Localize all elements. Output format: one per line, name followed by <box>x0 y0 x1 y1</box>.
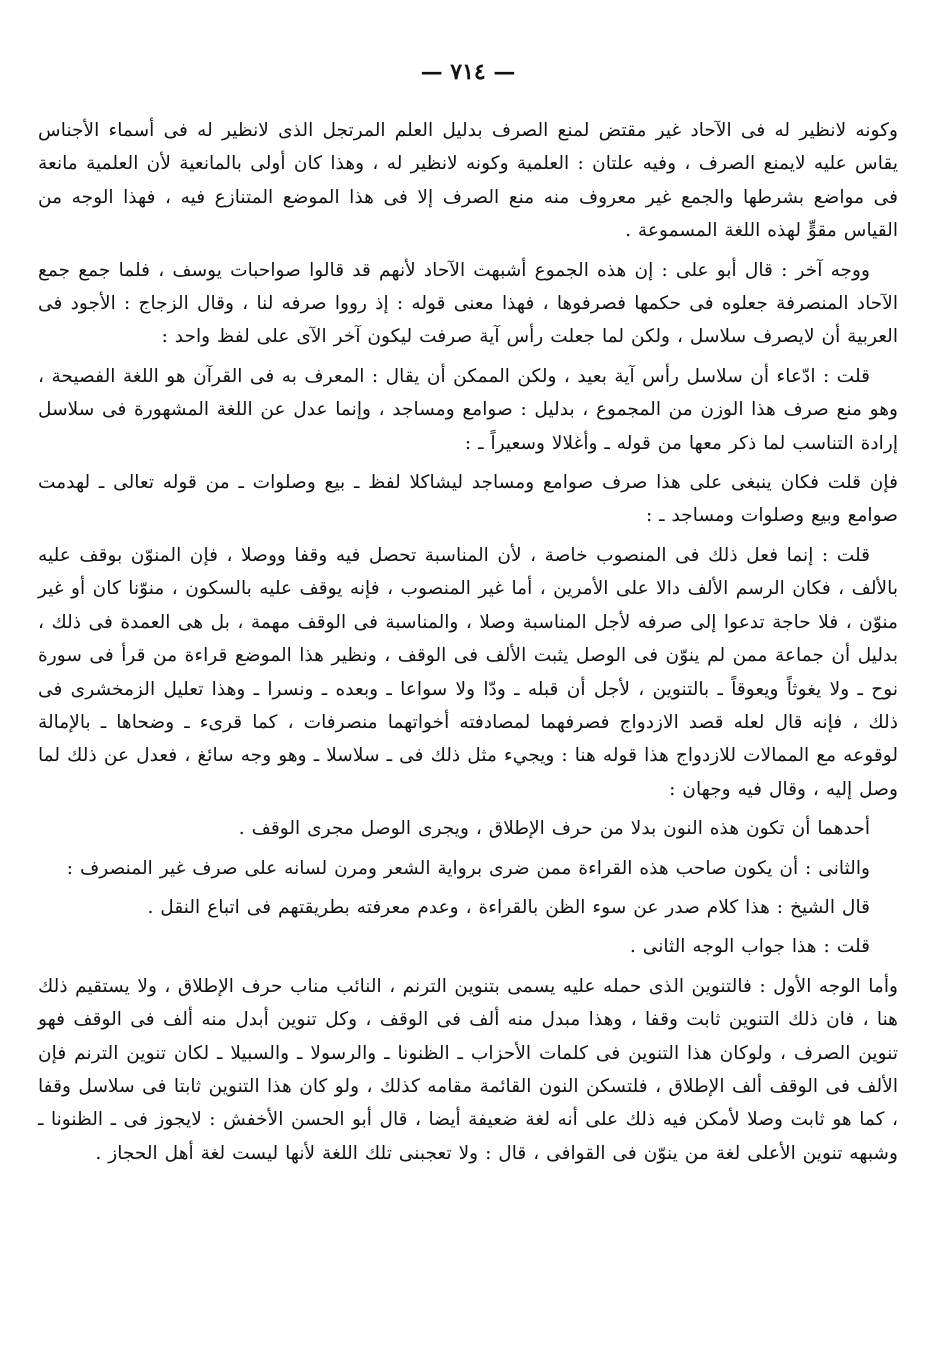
paragraph-3: قلت : ادّعاء أن سلاسل رأس آية بعيد ، ولكن الممكن أن يقال : المعرف به فى القرآن هو اللغة الفصيحة ، وهو منع صرف هذا الوزن من المجموع ، بدليل : صوامع ومساجد ، وإنما عدل عن اللغة المشهورة فى سلاسل إرادة التناسب لما ذكر معها من قوله ـ وأغلالا وسعيراً ـ : <box>38 365 898 454</box>
page-number: — ٧١٤ — <box>420 59 516 85</box>
paragraph-7: والثانى : أن يكون صاحب هذه القراءة ممن ضرى برواية الشعر ومرن لسانه على صرف غير المنصرف : <box>66 857 870 879</box>
paragraph-5: قلت : إنما فعل ذلك فى المنصوب خاصة ، لأن المناسبة تحصل فيه وقفا ووصلا ، فإن المنوّن بوقف عليه بالألف ، فكان الرسم الألف دالا على الأمرين ، أما غير المنصوب ، فإنه يوقف عليه بالسكون ، منوّنا كان أو غير منوّن ، فلا حاجة تدعوا إلى صرفه لأجل المناسبة وصلا ، والمناسبة فى الوقف مهمة ، بل هى العمدة فى ذلك ، بدليل أن جماعة ممن لم ينوّن فى الوصل يثبت الألف فى الوقف ، ونظير هذا الموضع قراءة من قرأ فى سورة نوح ـ ولا يغوثاً ويعوقاً ـ بالتنوين ، لأجل أن قبله ـ ودّا ولا سواعا ـ وبعده ـ ونسرا ـ وهذا تعليل الزمخشرى فى ذلك ، فإنه قال لعله قصد الازدواج فصرفهما لمصادفته أخواتهما منصرفات ، كما قرىء ـ وضحاها ـ بالإمالة لوقوعه مع الممالات للازدواج هذا قوله هنا : ويجيء مثل ذلك فى ـ سلاسلا ـ وهو وجه سائغ ، فعدل عن ذلك لما وصل إليه ، وقال فيه وجهان : <box>38 544 899 800</box>
paragraph-9: قلت : هذا جواب الوجه الثانى . <box>629 936 870 958</box>
paragraph-6: أحدهما أن تكون هذه النون بدلا من حرف الإطلاق ، ويجرى الوصل مجرى الوقف . <box>238 818 870 840</box>
paragraph-2: ووجه آخر : قال أبو على : إن هذه الجموع أشبهت الآحاد لأنهم قد قالوا صواحبات يوسف ، فلما جمع جمع الآحاد المنصرفة جعلوه فى حكمها فصرفوها ، فهذا معنى قوله : إذ رووا صرفه لنا ، وقال الزجاج : الأجود فى العربية أن لايصرف سلاسل ، ولكن لما جعلت رأس آية صرفت ليكون آخر الآى على لفظ واحد : <box>38 259 898 348</box>
book-page <box>38 52 898 1342</box>
paragraph-10: وأما الوجه الأول : فالتنوين الذى حمله عليه يسمى بتنوين الترنم ، النائب مناب حرف الإطلاق ، ولا يستقيم ذلك هنا ، فان ذلك التنوين ثابت وقفا ، وهذا مبدل منه ألف فى الوقف ، وكل تنوين أبدل منه ألف فى الوقف فهو تنوين الصرف ، ولوكان هذا التنوين فى كلمات الأحزاب ـ الظنونا ـ والرسولا ـ والسبيلا ـ لكان تنوين الترنم فإن الألف فى الوقف ألف الإطلاق ، فلتسكن النون القائمة مقامه كذلك ، ولو كان هذا التنوين ثابتا فى سلاسل وقفا ، كما هو ثابت وصلا لأمكن فيه ذلك على أنه لغة ضعيفة أيضا ، قال أبو الحسن الأخفش : لايجوز فى ـ الظنونا ـ وشبهه تنوين الأعلى لغة من ينوّن فى القوافى ، قال : ولا تعجبنى تلك اللغة لأنها ليست لغة أهل الحجاز . <box>38 975 898 1164</box>
paragraph-1: وكونه لانظير له فى الآحاد غير مقتض لمنع الصرف بدليل العلم المرتجل الذى لانظير له فى أسماء الأجناس يقاس عليه لايمنع الصرف ، وفيه علتان : العلمية وكونه لانظير له ، وهذا كان أولى بالمانعية لأن العلمية مانعة فى مواضع بشرطها والجمع غير معروف منه منع الصرف إلا فى هذا الموضع المتنازع فيه ، فهذا الوجه من القياس مقوٍّ لهذه اللغة المسموعة . <box>38 120 898 242</box>
paragraph-4: فإن قلت فكان ينبغى على هذا صرف صوامع ومساجد ليشاكلا لفظ ـ بيع وصلوات ـ من قوله تعالى ـ لهدمت صوامع وبيع وصلوات ومساجد ـ : <box>38 472 898 527</box>
paragraph-8: قال الشيخ : هذا كلام صدر عن سوء الظن بالقراءة ، وعدم معرفته بطريقتهم فى اتباع النقل . <box>147 896 870 918</box>
